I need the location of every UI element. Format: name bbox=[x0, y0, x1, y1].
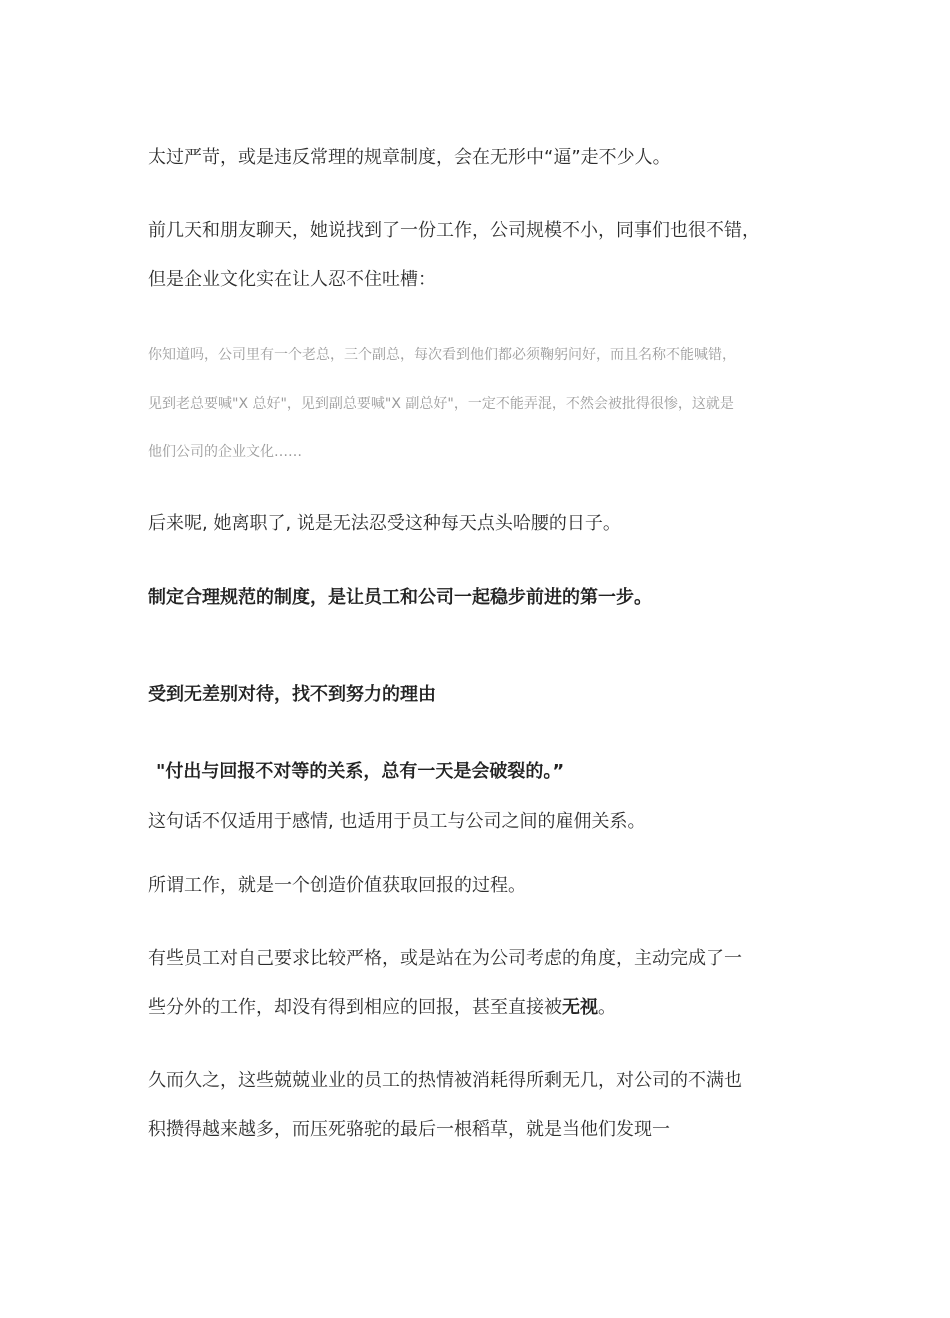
paragraph-employment-relation: 这句话不仅适用于感情, 也适用于员工与公司之间的雇佣关系。 bbox=[148, 811, 646, 832]
section-heading: 受到无差别对待，找不到努力的理由 bbox=[148, 684, 436, 705]
quote-line-2: 见到老总要喊"X 总好"，见到副总要喊"X 副总好"，一定不能弄混，不然会被批得很惨，这就是 bbox=[148, 396, 734, 412]
quote-line-3: 他们公司的企业文化…… bbox=[148, 444, 302, 460]
paragraph-over-time-line2: 积攒得越来越多，而压死骆驼的最后一根稻草，就是当他们发现一 bbox=[148, 1119, 670, 1140]
line2-text-end: 。 bbox=[598, 997, 616, 1018]
paragraph-strict-employees-line2 bbox=[148, 996, 616, 1020]
bold-ignored: 无视 bbox=[562, 997, 598, 1018]
paragraph-resigned: 后来呢, 她离职了, 说是无法忍受这种每天点头哈腰的日子。 bbox=[148, 513, 621, 534]
paragraph-strict-rules: 太过严苛，或是违反常理的规章制度，会在无形中“逼”走不少人。 bbox=[148, 147, 671, 168]
paragraph-bold-reasonable-system: 制定合理规范的制度，是让员工和公司一起稳步前进的第一步。 bbox=[148, 587, 652, 608]
paragraph-over-time-line1: 久而久之，这些兢兢业业的员工的热情被消耗得所剩无几，对公司的不满也 bbox=[148, 1070, 742, 1091]
paragraph-strict-employees-line1: 有些员工对自己要求比较严格，或是站在为公司考虑的角度，主动完成了一 bbox=[148, 948, 742, 969]
paragraph-friend-chat-line2: 但是企业文化实在让人忍不住吐槽： bbox=[148, 269, 436, 290]
line2-text-start: 些分外的工作，却没有得到相应的回报，甚至直接被 bbox=[148, 997, 562, 1018]
paragraph-work-definition: 所谓工作，就是一个创造价值获取回报的过程。 bbox=[148, 875, 526, 896]
paragraph-friend-chat-line1: 前几天和朋友聊天，她说找到了一份工作，公司规模不小，同事们也很不错， bbox=[148, 220, 760, 241]
quote-line-1: 你知道吗，公司里有一个老总，三个副总，每次看到他们都必须鞠躬问好，而且名称不能喊错， bbox=[148, 347, 736, 363]
bold-quote: "付出与回报不对等的关系，总有一天是会破裂的。” bbox=[156, 761, 565, 782]
